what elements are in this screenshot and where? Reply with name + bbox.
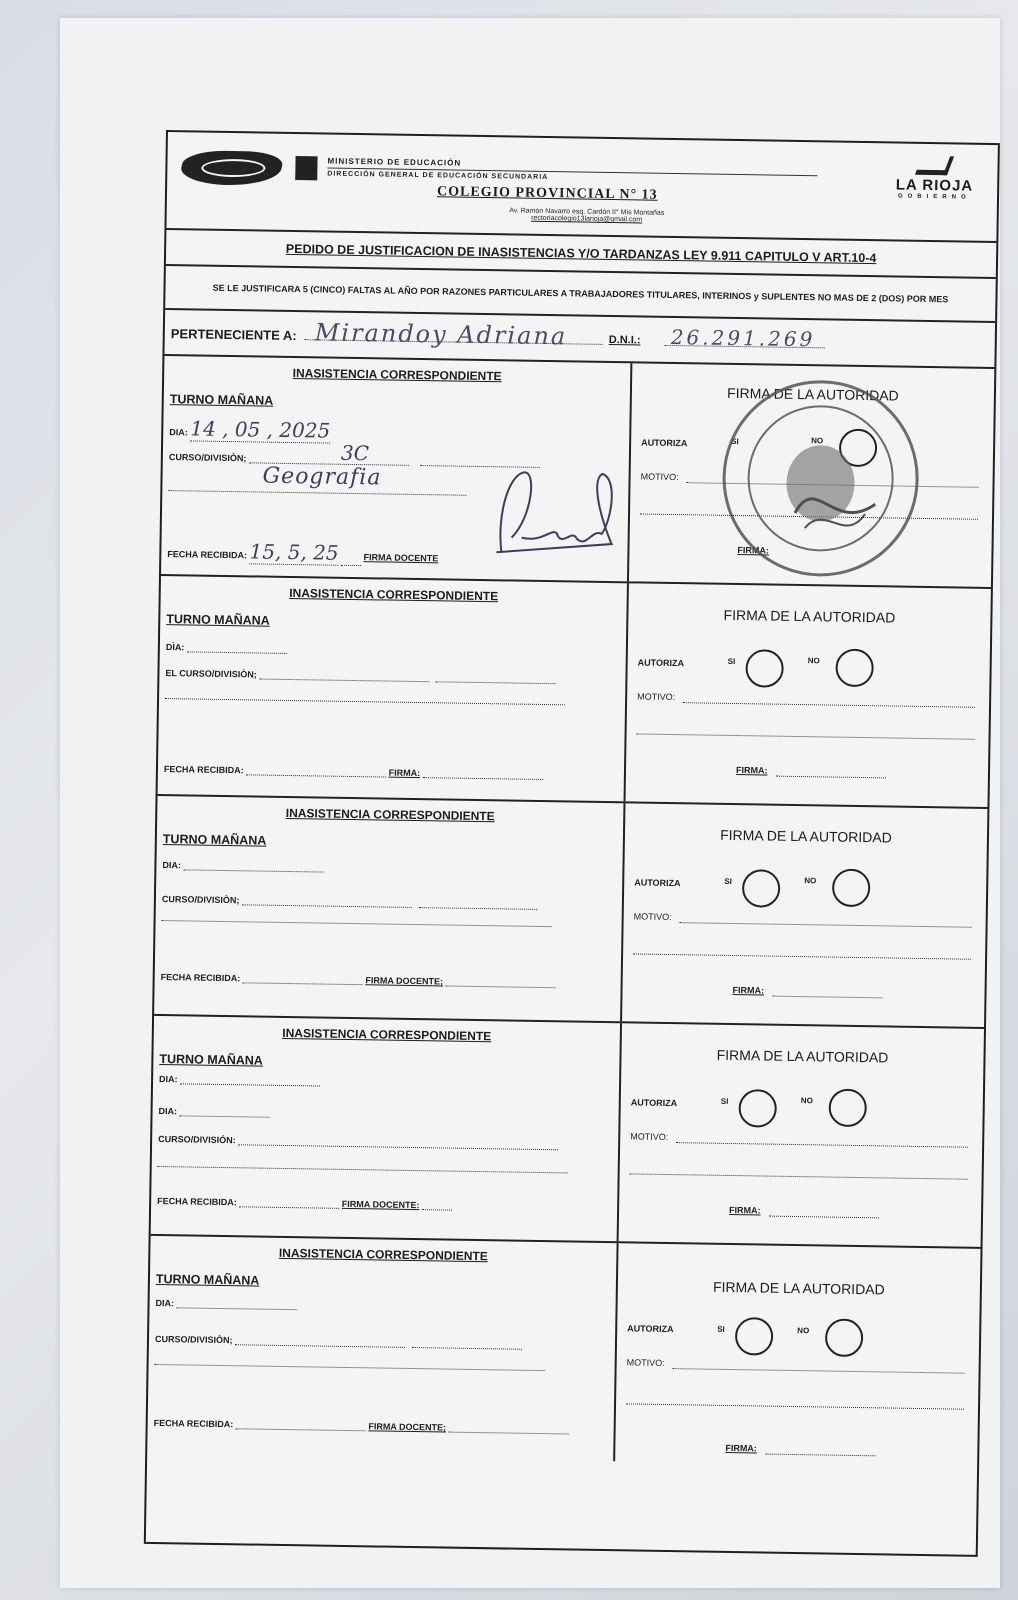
gov-name: LA RIOJA [895,176,974,195]
motivo-line[interactable] [683,702,975,708]
fecha-label: FECHA RECIBIDA: [167,549,248,561]
motivo-line-2[interactable] [626,1403,964,1409]
turno-label: TURNO MAÑANA [166,612,270,628]
authority-title: FIRMA DE LA AUTORIDAD [712,1278,885,1298]
dia-label: DIA: [162,860,182,871]
paper-sheet [60,18,1000,1588]
firma-docente-label: FIRMA: [388,767,421,779]
turno-label: TURNO MAÑANA [159,1052,263,1068]
section-title: INASISTENCIA CORRESPONDIENTE [292,366,502,384]
fecha-row [157,1196,452,1211]
authority-section [626,583,991,807]
fecha-field[interactable]: 15, 5, 25 [249,539,339,565]
firma-docente-field[interactable] [422,1200,452,1210]
autoriza-label: AUTORIZA [637,657,685,669]
section-title: INASISTENCIA CORRESPONDIENTE [285,805,495,824]
no-label: NO [807,656,820,666]
curso-label: CURSO/DIVISIÒN; [154,1333,233,1346]
rioja-mark-icon [915,156,954,175]
extra-line[interactable] [165,698,565,705]
dia2-label: DIA: [158,1106,178,1117]
motivo-line[interactable] [676,1142,968,1148]
dia-label: DIA: [155,1297,175,1309]
si-label: SI [724,876,732,886]
absence-block-1 [161,356,994,589]
motivo-line-2[interactable] [633,953,971,959]
fecha-field[interactable] [246,765,386,777]
section-title: INASISTENCIA CORRESPONDIENTE [289,585,499,604]
authority-section [615,1243,980,1467]
dia-row [169,416,330,443]
firma-label: FIRMA: [729,1204,761,1216]
absence-details [154,796,625,1021]
fecha-row [164,764,543,780]
dia2-row [159,1106,270,1118]
no-label: NO [811,436,824,446]
stamp-graphic [724,382,917,575]
motivo-line-2[interactable] [637,733,975,739]
autoriza-label: AUTORIZA [627,1323,674,1335]
firma-docente-label: FIRMA DOCENTE; [368,1421,447,1433]
absence-block-2 [158,576,991,809]
autoriza-label: AUTORIZA [634,877,681,889]
fecha-row [167,538,438,567]
absence-details [151,1016,622,1241]
fecha-field[interactable] [243,973,363,985]
ministry-mark-icon [295,156,317,180]
firma-label: FIRMA: [732,985,765,996]
authority-title: FIRMA DE LA AUTORIDAD [723,606,896,626]
dia-field[interactable] [183,860,323,872]
si-checkbox[interactable] [745,649,784,688]
si-checkbox[interactable] [738,1089,777,1128]
authority-title: FIRMA DE LA AUTORIDAD [716,1046,889,1066]
form-header [166,132,997,243]
firma-docente-label: FIRMA DOCENTE; [365,975,444,987]
division-field[interactable] [418,898,536,910]
section-title: INASISTENCIA CORRESPONDIENTE [282,1025,492,1044]
motivo-label: MOTIVO: [630,1131,669,1143]
curso-row [165,668,555,684]
firma-docente-label: FIRMA DOCENTE: [341,1198,420,1211]
justification-form [144,130,1000,1557]
firma-label: FIRMA: [737,545,770,556]
autoriza-label: AUTORIZA [641,437,688,449]
la-rioja-logo [896,155,974,200]
authority-section [619,1023,984,1247]
dni-label: D.N.I.: [608,333,641,347]
fecha-row [161,972,556,988]
no-label: NO [797,1326,810,1336]
curso-field[interactable] [242,895,412,908]
curso-label: EL CURSO/DIVISIÒN; [165,668,257,680]
authority-title: FIRMA DE LA AUTORIDAD [726,384,899,404]
absence-details [158,576,629,801]
division-field[interactable] [436,672,556,684]
firma-line[interactable] [772,996,882,999]
section-title: INASISTENCIA CORRESPONDIENTE [278,1245,488,1264]
dia-label: DIA: [169,427,188,438]
dia-row [166,642,287,654]
si-checkbox[interactable] [735,1317,774,1356]
authority-section [622,803,987,1027]
firma-docente-field[interactable] [448,1423,568,1435]
notice-text: SE LE JUSTIFICARA 5 (CINCO) FALTAS AL AÑO POR RAZONES PARTICULARES A TRABAJADORES TITULARES, INTERINOS y SUPLENTES NO MAS DE 2 (DOS) POR MES [212,282,949,304]
school-crest-logo [178,150,286,185]
dia2-field[interactable] [180,1106,270,1117]
curso-field[interactable] [259,670,429,683]
dia-field[interactable] [177,1298,297,1310]
fecha-line [341,556,361,566]
motivo-line-2[interactable] [630,1173,968,1179]
ministry-name: MINISTERIO DE EDUCACIÓN [327,156,462,168]
autoriza-label: AUTORIZA [630,1097,678,1109]
curso-row [155,1334,522,1350]
curso-field[interactable]: 3C [340,440,370,466]
curso-field[interactable] [235,1335,405,1348]
no-checkbox[interactable] [828,1089,867,1128]
curso-row [158,1134,558,1150]
fecha-label: FECHA RECIBIDA: [163,764,244,776]
no-checkbox[interactable] [835,649,874,688]
curso-label: CURSO/DIVISIÒN; [161,894,240,906]
absence-block-5 [147,1236,980,1467]
motivo-label: MOTIVO: [637,691,676,703]
curso-row [162,894,537,910]
school-stamp [721,379,920,578]
materia-line [168,490,466,496]
fecha-label: FECHA RECIBIDA: [153,1417,234,1430]
division-field[interactable] [411,1338,521,1350]
dia-field[interactable] [180,1074,320,1086]
perteneciente-field[interactable]: Mirandoy Adriana [314,318,568,351]
dia-row [159,1074,320,1087]
motivo-label: MOTIVO: [626,1357,665,1368]
absence-block-4 [151,1016,984,1249]
perteneciente-label: PERTENECIENTE A: [170,326,297,344]
firma-line[interactable] [769,1216,879,1219]
fecha-field[interactable] [236,1419,366,1431]
firma-docente-field[interactable] [445,976,555,988]
materia-field[interactable]: Geografia [262,463,382,491]
motivo-line[interactable] [673,1368,965,1374]
firma-line[interactable] [776,776,886,779]
curso-field[interactable] [238,1135,558,1150]
si-label: SI [727,656,736,667]
curso-label: CURSO/DIVISIÓN: [158,1134,236,1146]
motivo-line[interactable] [680,922,972,928]
fecha-label: FECHA RECIBIDA: [160,972,241,984]
teacher-signature [491,457,623,559]
extra-line[interactable] [162,920,552,927]
si-checkbox[interactable] [742,869,781,908]
form-title: PEDIDO DE JUSTIFICACION DE INASISTENCIAS Y/O TARDANZAS LEY 9.911 CAPITULO V ART.10-4 [285,241,877,266]
dia-label: DIA: [159,1074,178,1085]
email-line: rectoriacolegio13larioja@gmail.com [531,214,643,224]
absence-block-3 [154,796,987,1029]
firma-label: FIRMA: [735,765,768,776]
no-label: NO [804,876,817,886]
fecha-label: FECHA RECIBIDA: [157,1195,237,1208]
absence-details [161,356,632,581]
direccion-name: DIRECCIÓN GENERAL DE EDUCACIÓN SECUNDARIA [327,168,817,186]
motivo-label: MOTIVO: [640,471,679,483]
dia-label: DÌA: [165,642,185,653]
turno-label: TURNO MAÑANA [155,1271,260,1288]
no-checkbox[interactable] [832,869,871,908]
school-address [457,207,717,225]
dia-field[interactable]: 14 , 05 , 2025 [190,416,331,443]
dia-row [162,860,323,873]
dia-row [155,1298,296,1310]
extra-line[interactable] [158,1166,568,1173]
authority-title: FIRMA DE LA AUTORIDAD [720,826,892,846]
dia-field[interactable] [187,642,287,654]
motivo-label: MOTIVO: [633,911,672,923]
fecha-row [154,1418,569,1435]
absence-details [147,1236,618,1461]
turno-label: TURNO MAÑANA [169,392,274,408]
authority-section [629,363,994,587]
firma-line[interactable] [765,1454,875,1457]
si-label: SI [717,1324,725,1334]
school-name: COLEGIO PROVINCIAL N° 13 [436,184,658,203]
firma-label: FIRMA: [725,1442,757,1454]
gov-sub: GOBIERNO [897,193,971,201]
firma-docente-label: FIRMA DOCENTE [363,552,439,564]
extra-line[interactable] [155,1364,545,1371]
curso-label: CURSO/DIVISIÒN; [168,452,247,464]
fecha-field[interactable] [239,1197,339,1209]
turno-label: TURNO MAÑANA [162,832,267,848]
no-checkbox[interactable] [825,1319,864,1358]
firma-docente-field[interactable] [423,768,543,780]
si-label: SI [731,436,739,447]
no-label: NO [800,1096,813,1106]
si-label: SI [720,1096,729,1106]
address-line: Av. Ramón Navarro esq. Cardón II° Mis Montañas [509,207,665,217]
dni-field[interactable]: 26.291.269 [670,324,816,352]
